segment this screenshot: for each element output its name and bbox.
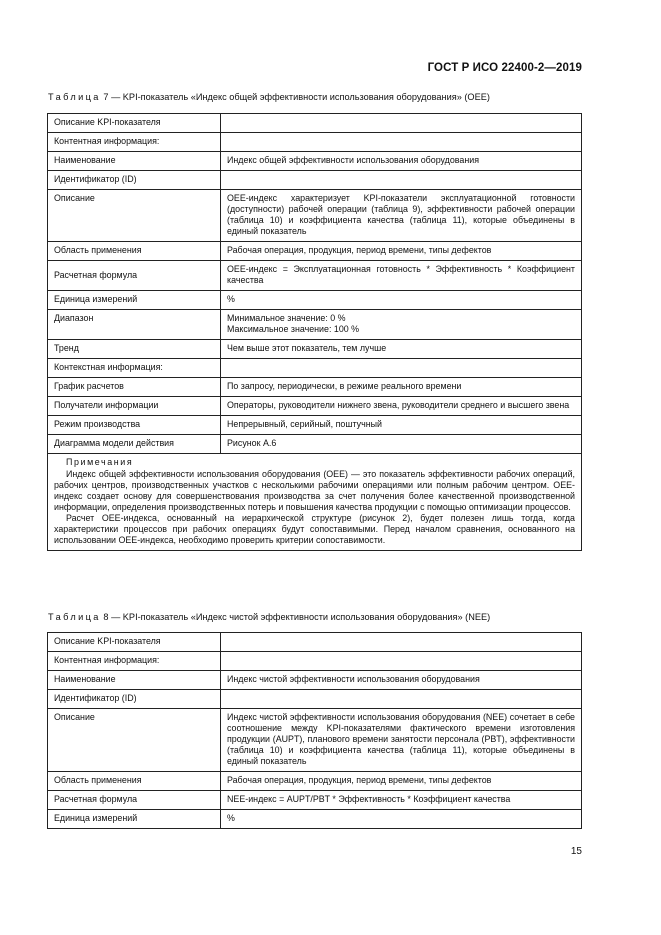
table-cell-value: [221, 114, 582, 133]
notes-paragraph-1: Индекс общей эффективности использования оборудования (OEE) — это показатель эффективности рабочих операций, рабочих центров, производственных участков с несколькими рабочими операциями или полным рабочим центром. OEE-индекс создает основу для совершенствования производства за счет получения более качественной производственной информации, определения производственных потерь и повышения качества продукции с помощью оптимизации процессов.: [54, 469, 575, 512]
table-row: [48, 810, 582, 829]
table-cell-name: Получатели информации: [48, 397, 221, 416]
table-row: [48, 359, 582, 378]
table-cell-name: Область применения: [48, 242, 221, 261]
table-row: [48, 397, 582, 416]
table-cell-name: Описание KPI-показателя: [48, 633, 221, 652]
notes-paragraph-2: Расчет OEE-индекса, основанный на иерархической структуре (рисунок 2), будет полезен лишь тогда, когда характеристики процессов при рабочих операциях будут сопоставимыми. Перед началом сравнения, основанного на использовании OEE-индекса, необходимо проверить критерии сопоставимости.: [54, 513, 575, 545]
table-row: [48, 291, 582, 310]
table7-label: Таблица: [48, 92, 101, 102]
table-cell-name: Тренд: [48, 340, 221, 359]
table-cell-value: [221, 633, 582, 652]
table-cell-value: По запросу, периодически, в режиме реального времени: [221, 378, 582, 397]
page-number: 15: [570, 846, 582, 857]
table-cell-value: [221, 171, 582, 190]
table-cell-value: Рисунок А.6: [221, 435, 582, 454]
table-cell-value: Чем выше этот показатель, тем лучше: [221, 340, 582, 359]
document-id: ГОСТ Р ИСО 22400-2—2019: [427, 62, 582, 74]
table-cell-name: График расчетов: [48, 378, 221, 397]
table-cell-name: Наименование: [48, 152, 221, 171]
table-cell-name: Диаграмма модели действия: [48, 435, 221, 454]
table-cell-value: %: [221, 810, 582, 829]
table-row: [48, 652, 582, 671]
table-cell-value: Индекс чистой эффективности использования оборудования: [221, 671, 582, 690]
table-cell-name: Расчетная формула: [48, 261, 221, 291]
table-cell-value: [221, 359, 582, 378]
table-row: [48, 340, 582, 359]
table7-number: 7: [103, 92, 109, 102]
table-cell-name: Описание KPI-показателя: [48, 114, 221, 133]
table-row: [48, 261, 582, 291]
table-cell-name: Контентная информация:: [48, 652, 221, 671]
table-cell-value: NEE-индекс = AUPT/PBT * Эффективность * Коэффициент качества: [221, 791, 582, 810]
table-cell-name: Описание: [48, 190, 221, 242]
table8-caption: [48, 612, 490, 622]
table-cell-name: Идентификатор (ID): [48, 171, 221, 190]
table-cell-value: Рабочая операция, продукция, период времени, типы дефектов: [221, 242, 582, 261]
table-row: [48, 378, 582, 397]
table-row: [48, 772, 582, 791]
table-row: [48, 791, 582, 810]
table7: [47, 113, 582, 551]
table7-caption: [48, 92, 490, 102]
table-row: [48, 416, 582, 435]
table-cell-name: Область применения: [48, 772, 221, 791]
table-cell-value: Операторы, руководители нижнего звена, руководители среднего и высшего звена: [221, 397, 582, 416]
table-cell-name: Расчетная формула: [48, 791, 221, 810]
table-row: [48, 190, 582, 242]
table8-title: — KPI-показатель «Индекс чистой эффективности использования оборудования» (NEE): [108, 612, 491, 622]
table-row: [48, 671, 582, 690]
table8-number: 8: [103, 612, 109, 622]
table-cell-name: Диапазон: [48, 310, 221, 340]
table-cell-value: ОЕЕ-индекс характеризует KPI-показатели эксплуатационной готовности (доступности) рабочей операции (таблица 9), эффективности рабочей операции (таблица 10) и коэффициента качества (таблица 11), которые объединены в единый показатель: [221, 190, 582, 242]
table-row: [48, 435, 582, 454]
table-cell-name: Идентификатор (ID): [48, 690, 221, 709]
table7-title: — KPI-показатель «Индекс общей эффективности использования оборудования» (OEE): [108, 92, 490, 102]
table-cell-name: Контентная информация:: [48, 133, 221, 152]
table-row: [48, 152, 582, 171]
table-notes-row: [48, 454, 582, 551]
table-cell-value: [221, 690, 582, 709]
table-cell-name: Единица измерений: [48, 810, 221, 829]
table-row: [48, 633, 582, 652]
table-cell-name: Режим производства: [48, 416, 221, 435]
table-cell-value: [221, 652, 582, 671]
notes-title: Примечания: [66, 457, 134, 467]
table7-notes: [48, 454, 582, 551]
table-row: [48, 242, 582, 261]
table-cell-value: ОЕЕ-индекс = Эксплуатационная готовность * Эффективность * Коэффициент качества: [221, 261, 582, 291]
table-cell-name: Контекстная информация:: [48, 359, 221, 378]
table-row: [48, 310, 582, 340]
table-cell-name: Единица измерений: [48, 291, 221, 310]
table-cell-value: %: [221, 291, 582, 310]
table-row: [48, 114, 582, 133]
table-row: [48, 133, 582, 152]
table8: [47, 632, 582, 829]
table-cell-value: Индекс чистой эффективности использования оборудования (NEE) сочетает в себе соотношение между KPI-показателями фактического времени изготовления продукции (AUPT), планового времени занятости персонала (PBT), эффективности (таблица 10) и коэффициента качества (таблица 11), которые объединены в единый показатель: [221, 709, 582, 772]
table-cell-name: Описание: [48, 709, 221, 772]
table-cell-value: Индекс общей эффективности использования оборудования: [221, 152, 582, 171]
table-row: [48, 171, 582, 190]
table8-label: Таблица: [48, 612, 101, 622]
table-cell-name: Наименование: [48, 671, 221, 690]
table-cell-value: [221, 133, 582, 152]
table-cell-value: Минимальное значение: 0 % Максимальное значение: 100 %: [221, 310, 582, 340]
table-row: [48, 709, 582, 772]
table-cell-value: Рабочая операция, продукция, период времени, типы дефектов: [221, 772, 582, 791]
table-cell-value: Непрерывный, серийный, поштучный: [221, 416, 582, 435]
table-row: [48, 690, 582, 709]
